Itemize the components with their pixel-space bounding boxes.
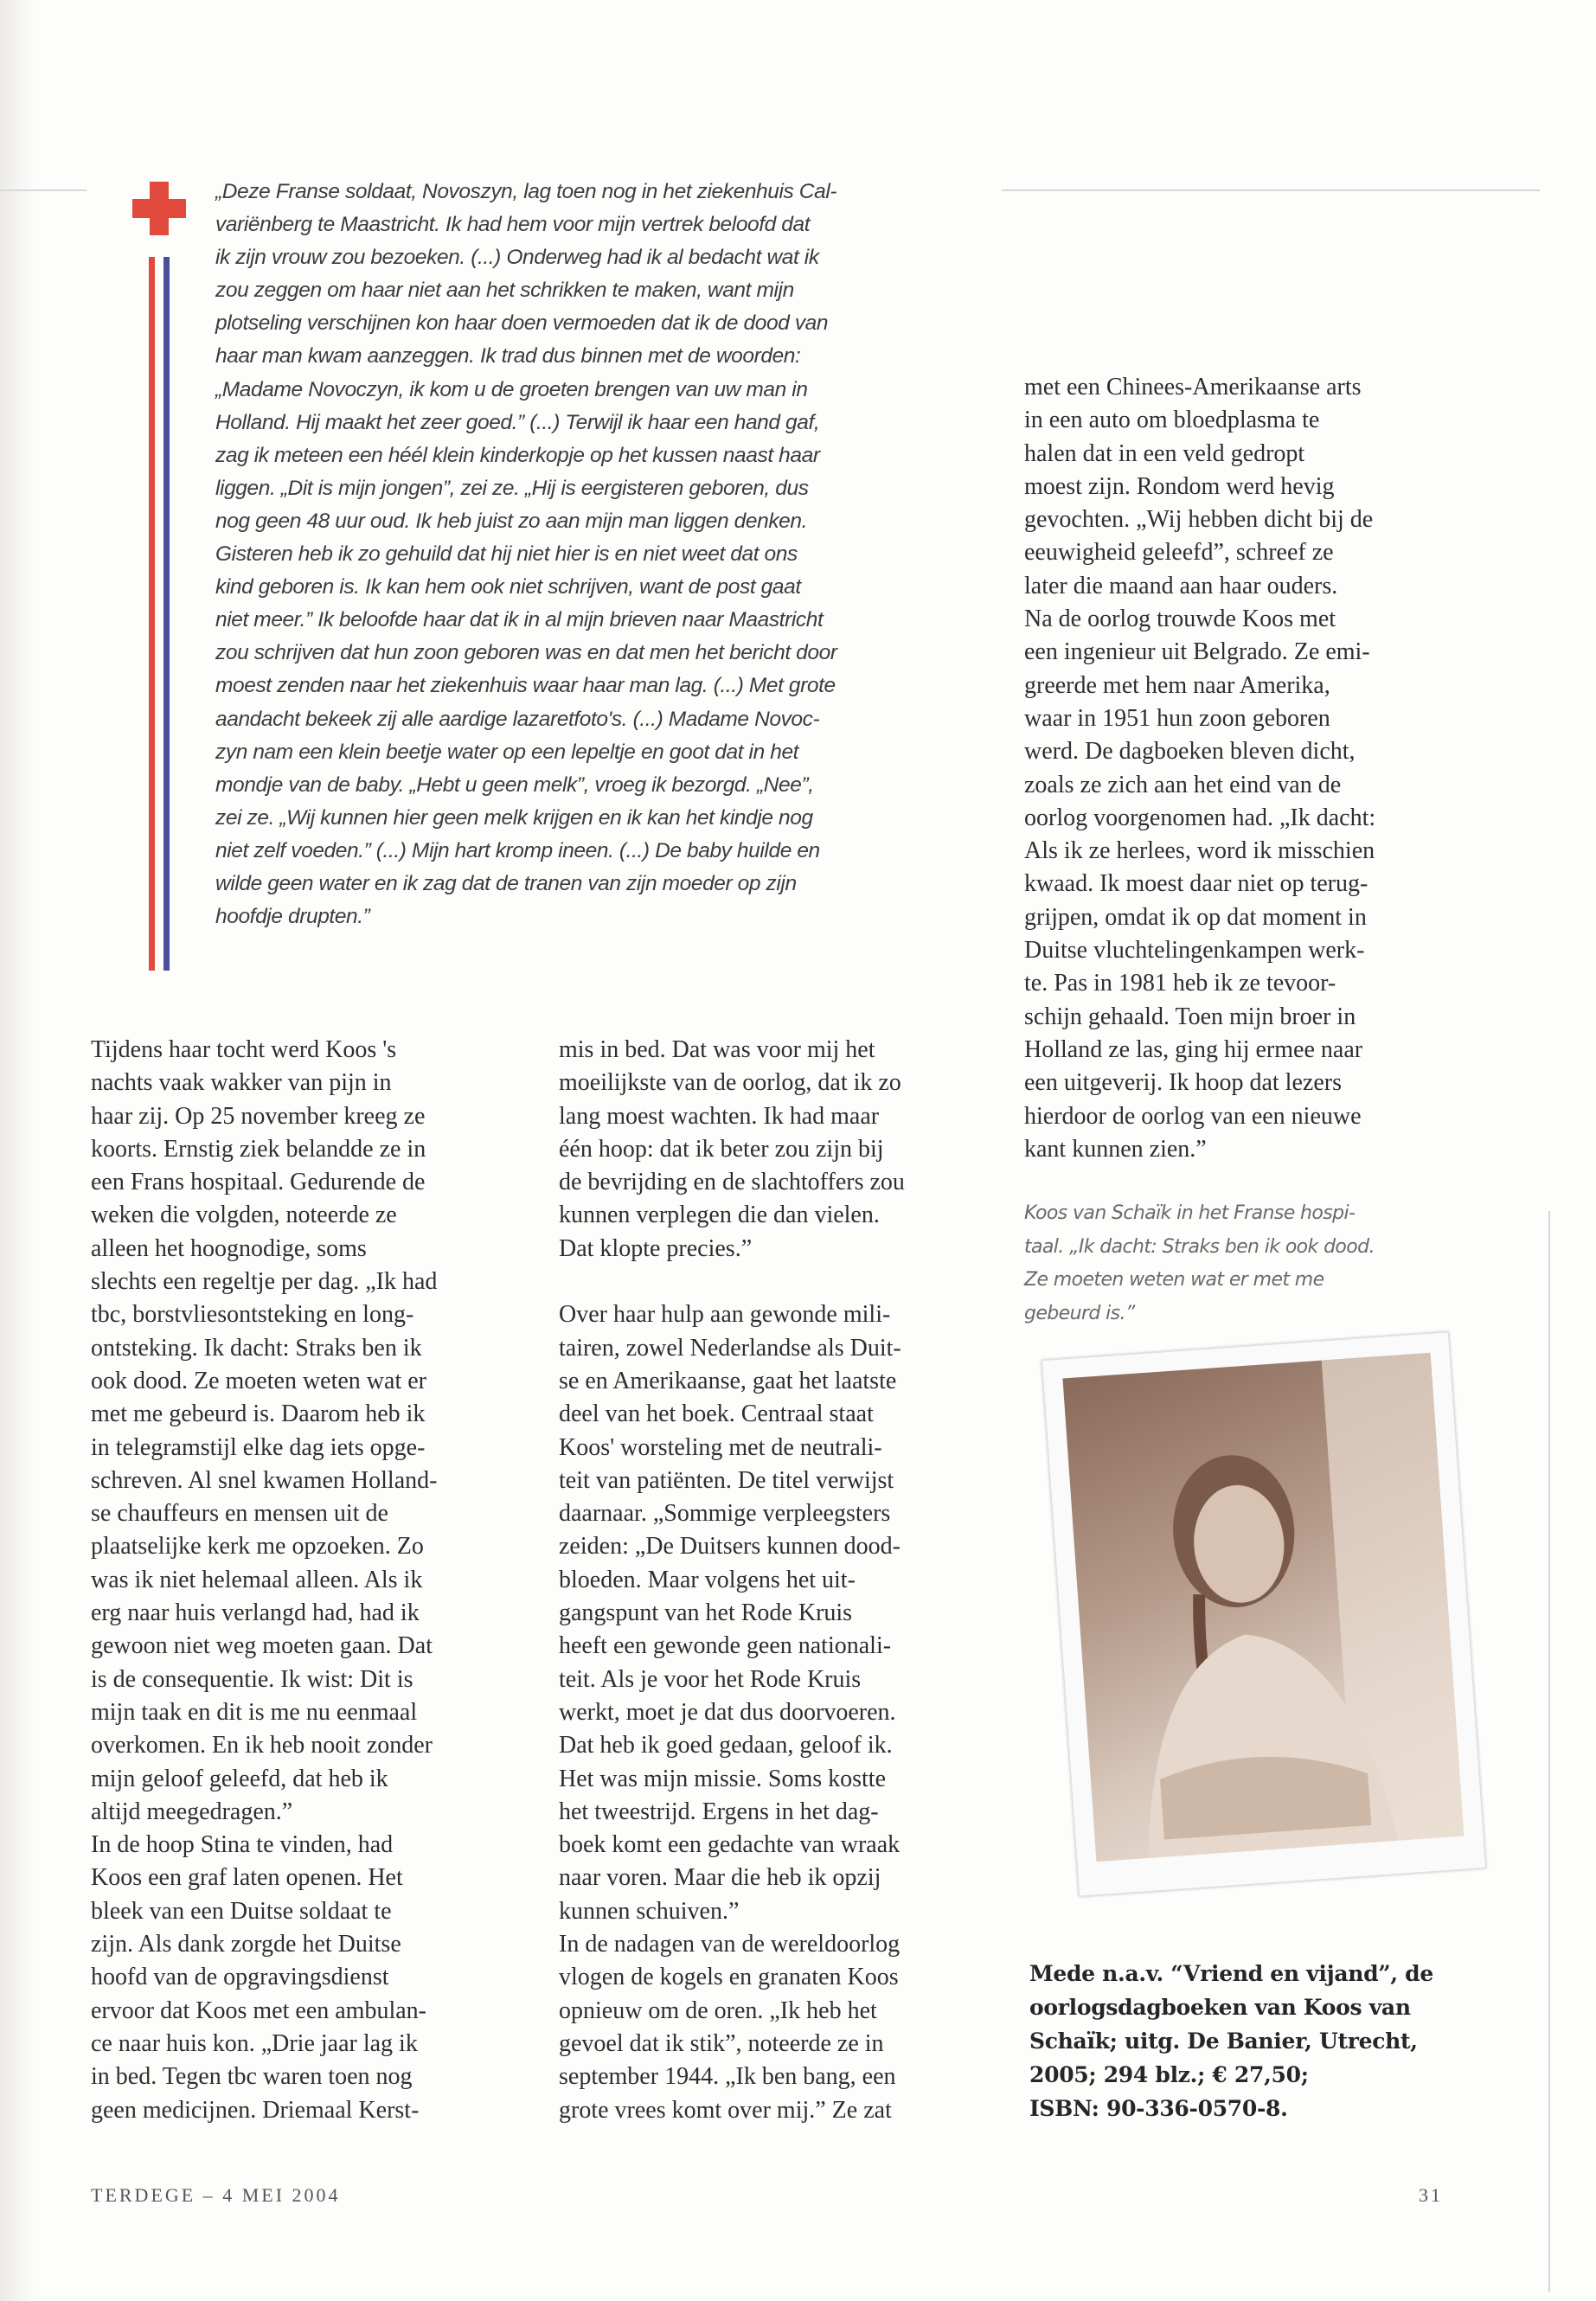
text-line: se en Amerikaanse, gaat het laatste bbox=[559, 1367, 897, 1394]
article-column-3 bbox=[1024, 371, 1375, 1166]
text-line: zei ze. „Wij kunnen hier geen melk krijgen en ik kan het kindje nog bbox=[215, 805, 813, 830]
text-line: kwaad. Ik moest daar niet op terug- bbox=[1024, 870, 1368, 898]
text-line: niet meer.” Ik beloofde haar dat ik in al mijn brieven naar Maastricht bbox=[215, 608, 824, 632]
text-line: In de hoop Stina te vinden, had bbox=[91, 1831, 394, 1859]
text-line: zoals ze zich aan het eind van de bbox=[1024, 771, 1342, 798]
text-line: moest zenden naar het ziekenhuis waar haar man lag. (...) Met grote bbox=[215, 674, 836, 698]
text-line: teit van patiënten. De titel verwijst bbox=[559, 1466, 894, 1494]
text-line: Ze moeten weten wat er met me bbox=[1024, 1269, 1324, 1291]
text-line: eeuwigheid geleefd”, schreef ze bbox=[1024, 539, 1334, 567]
text-line: Dat heb ik goed gedaan, geloof ik. bbox=[559, 1732, 893, 1759]
text-line: september 1944. „Ik ben bang, een bbox=[559, 2063, 896, 2091]
text-line: geen medicijnen. Driemaal Kerst- bbox=[91, 2096, 420, 2124]
text-line: is de consequentie. Ik wist: Dit is bbox=[91, 1665, 413, 1693]
text-line: taal. „Ik dacht: Straks ben ik ook dood. bbox=[1024, 1235, 1375, 1258]
diary-quote bbox=[215, 176, 837, 933]
text-line: ontsteking. Ik dacht: Straks ben ik bbox=[91, 1334, 422, 1362]
text-line: Over haar hulp aan gewonde mili- bbox=[559, 1301, 891, 1329]
text-line: se chauffeurs en mensen uit de bbox=[91, 1500, 388, 1528]
article-column-2 bbox=[559, 1034, 905, 2127]
text-line: koorts. Ernstig ziek belandde ze in bbox=[91, 1135, 426, 1163]
text-line: weken die volgden, noteerde ze bbox=[91, 1202, 397, 1229]
text-line: boek komt een gedachte van wraak bbox=[559, 1831, 901, 1859]
text-line: ce naar huis kon. „Drie jaar lag ik bbox=[91, 2029, 418, 2057]
text-line: 2005; 294 blz.; € 27,50; bbox=[1029, 2062, 1309, 2087]
red-stripe bbox=[149, 257, 155, 971]
text-line: gevochten. „Wij hebben dicht bij de bbox=[1024, 506, 1374, 534]
text-line: Het was mijn missie. Soms kostte bbox=[559, 1765, 886, 1792]
text-line: altijd meegedragen.” bbox=[91, 1798, 293, 1825]
text-line bbox=[559, 1266, 905, 1298]
text-line: met een Chinees-Amerikaanse arts bbox=[1024, 374, 1362, 401]
text-line: Na de oorlog trouwde Koos met bbox=[1024, 606, 1336, 633]
text-line: schreven. Al snel kwamen Holland- bbox=[91, 1466, 438, 1494]
text-line: Schaïk; uitg. De Banier, Utrecht, bbox=[1029, 2029, 1418, 2054]
text-line: „Madame Novoczyn, ik kom u de groeten brengen van uw man in bbox=[215, 377, 808, 401]
text-line: gangspunt van het Rode Kruis bbox=[559, 1599, 853, 1627]
text-line: plaatselijke kerk me opzoeken. Zo bbox=[91, 1533, 424, 1561]
text-line: werkt, moet je dat dus doorvoeren. bbox=[559, 1698, 896, 1726]
text-line: het tweestrijd. Ergens in het dag- bbox=[559, 1798, 879, 1825]
text-line: nachts vaak wakker van pijn in bbox=[91, 1069, 392, 1097]
text-line: ook dood. Ze moeten weten wat er bbox=[91, 1367, 426, 1394]
text-line: Gisteren heb ik zo gehuild dat hij niet hier is en niet weet dat ons bbox=[215, 542, 798, 567]
page-number: 31 bbox=[1419, 2184, 1443, 2206]
text-line: mondje van de baby. „Hebt u geen melk”, vroeg ik bezorgd. „Nee”, bbox=[215, 772, 814, 797]
text-line: hoofd van de opgravingsdienst bbox=[91, 1964, 389, 1991]
text-line: hoofdje drupten.” bbox=[215, 905, 370, 929]
text-line: oorlogsdagboeken van Koos van bbox=[1029, 1995, 1411, 2020]
text-line: met me gebeurd is. Daarom heb ik bbox=[91, 1400, 426, 1428]
text-line: kant kunnen zien.” bbox=[1024, 1135, 1207, 1163]
text-line: gebeurd is.” bbox=[1024, 1302, 1135, 1324]
text-line: oorlog voorgenomen had. „Ik dacht: bbox=[1024, 804, 1376, 831]
text-line: alleen het hoognodige, soms bbox=[91, 1234, 367, 1262]
text-line: schijn gehaald. Toen mijn broer in bbox=[1024, 1003, 1356, 1030]
text-line: Tijdens haar tocht werd Koos 's bbox=[91, 1036, 397, 1063]
text-line: grote vrees komt over mij.” Ze zat bbox=[559, 2096, 892, 2124]
text-line: niet zelf voeden.” (...) Mijn hart kromp ineen. (...) De baby huilde en bbox=[215, 838, 820, 862]
text-line: grijpen, omdat ik op dat moment in bbox=[1024, 903, 1367, 931]
text-line: opnieuw om de oren. „Ik heb het bbox=[559, 1997, 877, 2024]
text-line: de bevrijding en de slachtoffers zou bbox=[559, 1169, 905, 1196]
text-line: Koos een graf laten openen. Het bbox=[91, 1864, 403, 1892]
text-line: erg naar huis verlangd had, had ik bbox=[91, 1599, 420, 1627]
text-line: een uitgeverij. Ik hoop dat lezers bbox=[1024, 1069, 1342, 1097]
text-line: slechts een regeltje per dag. „Ik had bbox=[91, 1268, 438, 1296]
text-line: haar zij. Op 25 november kreeg ze bbox=[91, 1102, 426, 1130]
text-line: bleek van een Duitse soldaat te bbox=[91, 1897, 392, 1925]
red-cross-icon bbox=[132, 182, 186, 235]
text-line: halen dat in een veld gedropt bbox=[1024, 439, 1305, 467]
text-line: mis in bed. Dat was voor mij het bbox=[559, 1036, 875, 1063]
page-edge-line bbox=[1548, 1211, 1550, 2292]
text-line: een Frans hospitaal. Gedurende de bbox=[91, 1169, 426, 1196]
text-line: zeiden: „De Duitsers kunnen dood- bbox=[559, 1533, 901, 1561]
text-line: werd. De dagboeken bleven dicht, bbox=[1024, 738, 1356, 766]
text-line: deel van het boek. Centraal staat bbox=[559, 1400, 874, 1428]
text-line: kunnen verplegen die dan vielen. bbox=[559, 1202, 880, 1229]
text-line: Duitse vluchtelingenkampen werk- bbox=[1024, 937, 1365, 965]
text-line: teit. Als je voor het Rode Kruis bbox=[559, 1665, 862, 1693]
text-line: in een auto om bloedplasma te bbox=[1024, 407, 1320, 434]
text-line: tairen, zowel Nederlandse als Duit- bbox=[559, 1334, 901, 1362]
text-line: In de nadagen van de wereldoorlog bbox=[559, 1931, 901, 1958]
text-line: ik zijn vrouw zou bezoeken. (...) Onderweg had ik al bedacht wat ik bbox=[215, 246, 819, 270]
text-line: Koos van Schaïk in het Franse hospi- bbox=[1024, 1202, 1356, 1224]
text-line: in bed. Tegen tbc waren toen nog bbox=[91, 2063, 413, 2091]
text-line: zou zeggen om haar niet aan het schrikken te maken, want mijn bbox=[215, 279, 794, 303]
blue-stripe bbox=[163, 257, 170, 971]
text-line: kind geboren is. Ik kan hem ook niet schrijven, want de post gaat bbox=[215, 575, 801, 599]
text-line: Koos' worsteling met de neutrali- bbox=[559, 1433, 882, 1461]
footer-publication: TERDEGE – 4 MEI 2004 bbox=[91, 2184, 341, 2206]
text-line: gevoel dat ik stik”, noteerde ze in bbox=[559, 2029, 884, 2057]
text-line: greerde met hem naar Amerika, bbox=[1024, 671, 1330, 699]
text-line: een ingenieur uit Belgrado. Ze emi- bbox=[1024, 638, 1370, 666]
text-line: hierdoor de oorlog van een nieuwe bbox=[1024, 1102, 1362, 1130]
text-line: één hoop: dat ik beter zou zijn bij bbox=[559, 1135, 884, 1163]
text-line: Holland. Hij maakt het zeer goed.” (...) Terwijl ik haar een hand gaf, bbox=[215, 410, 820, 434]
text-line: daarnaar. „Sommige verpleegsters bbox=[559, 1500, 891, 1528]
text-line: moeilijkste van de oorlog, dat ik zo bbox=[559, 1069, 901, 1097]
article-column-1 bbox=[91, 1034, 437, 2127]
text-line: ervoor dat Koos met een ambulan- bbox=[91, 1997, 426, 2024]
text-line: nog geen 48 uur oud. Ik heb juist zo aan mijn man liggen denken. bbox=[215, 509, 808, 533]
text-line: bloeden. Maar volgens het uit- bbox=[559, 1566, 856, 1593]
portrait-silhouette bbox=[1062, 1353, 1464, 1862]
text-line: liggen. „Dit is mijn jongen”, zei ze. „Hij is eergisteren geboren, dus bbox=[215, 476, 809, 500]
text-line: zag ik meteen een héél klein kinderkopje op het kussen naast haar bbox=[215, 443, 820, 467]
text-line: haar man kwam aanzeggen. Ik trad dus binnen met de woorden: bbox=[215, 344, 801, 369]
text-line: zijn. Als dank zorgde het Duitse bbox=[91, 1931, 401, 1958]
text-line: heeft een gewonde geen nationali- bbox=[559, 1632, 892, 1660]
text-line: mijn taak en dit is me nu eenmaal bbox=[91, 1698, 418, 1726]
text-line: was ik niet helemaal alleen. Als ik bbox=[91, 1566, 423, 1593]
text-line: Als ik ze herlees, word ik misschien bbox=[1024, 837, 1375, 865]
text-line: overkomen. En ik heb nooit zonder bbox=[91, 1732, 433, 1759]
text-line: gewoon niet weg moeten gaan. Dat bbox=[91, 1632, 433, 1660]
text-line: tbc, borstvliesontsteking en long- bbox=[91, 1301, 414, 1329]
text-line: zyn nam een klein beetje water op een lepeltje en goot dat in het bbox=[215, 740, 799, 764]
text-line: moest zijn. Rondom werd hevig bbox=[1024, 472, 1335, 500]
text-line: „Deze Franse soldaat, Novoszyn, lag toen nog in het ziekenhuis Cal- bbox=[215, 180, 837, 203]
text-line: later die maand aan haar ouders. bbox=[1024, 572, 1338, 599]
text-line: lang moest wachten. Ik had maar bbox=[559, 1102, 880, 1130]
text-line: Holland ze las, ging hij ermee naar bbox=[1024, 1035, 1363, 1063]
text-line: ISBN: 90-336-0570-8. bbox=[1029, 2096, 1288, 2121]
text-line: waar in 1951 hun zoon geboren bbox=[1024, 704, 1330, 732]
text-line: naar voren. Maar die heb ik opzij bbox=[559, 1864, 881, 1892]
text-line: kunnen schuiven.” bbox=[559, 1897, 740, 1925]
text-line: vlogen de kogels en granaten Koos bbox=[559, 1964, 899, 1991]
text-line: wilde geen water en ik zag dat de tranen van zijn moeder op zijn bbox=[215, 871, 797, 895]
text-line: in telegramstijl elke dag iets opge- bbox=[91, 1433, 426, 1461]
text-line: Dat klopte precies.” bbox=[559, 1234, 753, 1262]
scan-edge bbox=[0, 0, 35, 2301]
photo-koos-van-schaik bbox=[1042, 1331, 1486, 1896]
header-rule-right bbox=[1002, 189, 1540, 191]
book-info bbox=[1029, 1957, 1433, 2125]
header-rule-left bbox=[0, 189, 87, 191]
text-line: variënberg te Maastricht. Ik had hem voor mijn vertrek beloofd dat bbox=[215, 213, 811, 237]
photo-caption bbox=[1024, 1197, 1375, 1330]
text-line: plotseling verschijnen kon haar doen vermoeden dat ik de dood van bbox=[215, 311, 829, 336]
portrait-image bbox=[1062, 1353, 1464, 1862]
text-line: zou schrijven dat hun zoon geboren was en dat men het bericht door bbox=[215, 641, 837, 665]
text-line: aandacht bekeek zij alle aardige lazaretfoto's. (...) Madame Novoc- bbox=[215, 707, 820, 731]
text-line: Mede n.a.v. “Vriend en vijand”, de bbox=[1029, 1961, 1433, 1986]
text-line: mijn geloof geleefd, dat heb ik bbox=[91, 1765, 388, 1792]
text-line: te. Pas in 1981 heb ik ze tevoor- bbox=[1024, 970, 1336, 997]
